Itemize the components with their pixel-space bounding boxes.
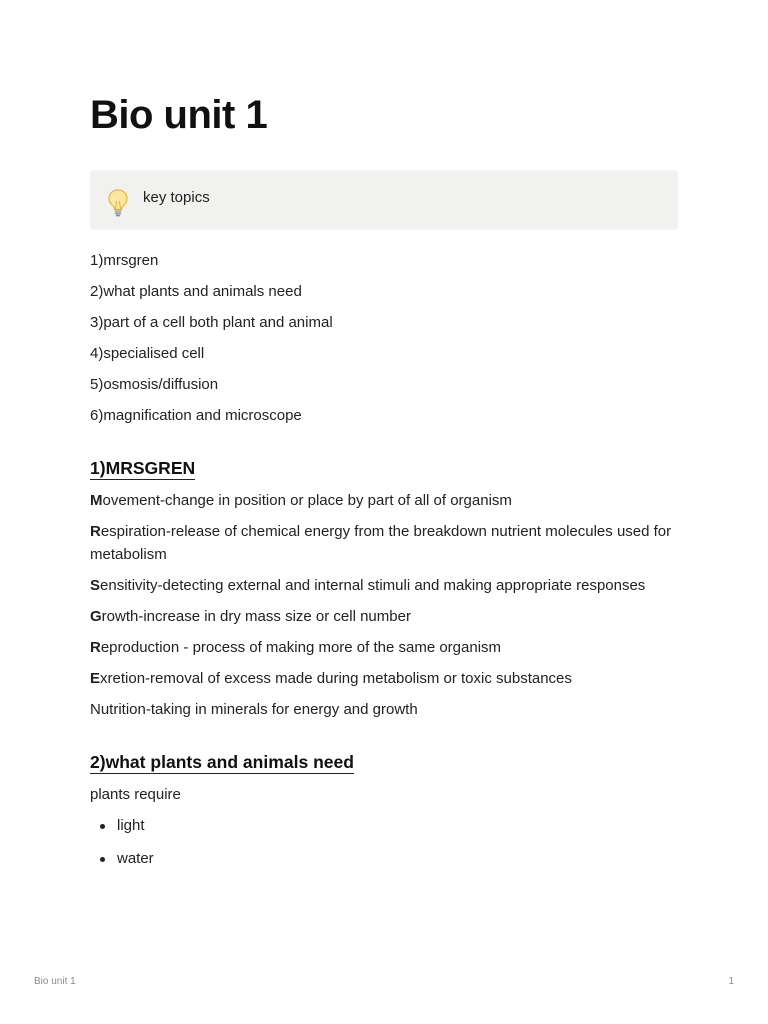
definition-text: ovement-change in position or place by part of all of organism xyxy=(102,492,512,509)
topic-item: 3)part of a cell both plant and animal xyxy=(90,314,333,331)
plants-needs-list xyxy=(90,814,680,870)
definition-initial: E xyxy=(90,670,101,687)
plants-require-text: plants require xyxy=(90,786,181,803)
topic-item: 5)osmosis/diffusion xyxy=(90,376,219,393)
definition-line xyxy=(90,636,680,659)
key-topics-callout xyxy=(90,170,678,230)
list-item-text: water xyxy=(117,850,154,867)
definition-text: ensitivity-detecting external and internal stimuli and making appropriate responses xyxy=(100,577,646,594)
definition-text: rowth-increase in dry mass size or cell number xyxy=(101,608,411,625)
lightbulb-icon xyxy=(106,188,130,218)
definition-initial: R xyxy=(90,639,101,656)
topics-list xyxy=(90,249,680,427)
list-item-text: light xyxy=(117,817,145,834)
list-item xyxy=(90,814,680,837)
page-title: Bio unit 1 xyxy=(90,93,268,137)
definition-text: xretion-removal of excess made during metabolism or toxic substances xyxy=(100,670,572,687)
page-content xyxy=(90,249,680,880)
topic-item: 1)mrsgren xyxy=(90,252,159,269)
definition-text: espiration-release of chemical energy from the breakdown nutrient molecules used for metabolism xyxy=(90,523,672,563)
topic-item: 4)specialised cell xyxy=(90,345,205,362)
definition-initial: S xyxy=(90,577,101,594)
definition-text: eproduction - process of making more of the same organism xyxy=(100,639,502,656)
section-heading-mrsgren: 1)MRSGREN xyxy=(90,458,196,478)
definition-initial: R xyxy=(90,523,101,540)
footer-page-number: 1 xyxy=(728,976,734,987)
definition-line xyxy=(90,489,680,512)
topic-item: 6)magnification and microscope xyxy=(90,407,302,424)
callout-text: key topics xyxy=(143,189,210,206)
nutrition-line: Nutrition-taking in minerals for energy and growth xyxy=(90,701,418,718)
list-item xyxy=(90,847,680,870)
definition-initial: M xyxy=(90,492,103,509)
definition-line xyxy=(90,574,680,597)
definition-line xyxy=(90,520,680,566)
definition-initial: G xyxy=(90,608,102,625)
definition-line xyxy=(90,667,680,690)
bullet-icon xyxy=(100,824,105,829)
definition-line xyxy=(90,605,680,628)
footer-document-title: Bio unit 1 xyxy=(34,976,76,987)
bullet-icon xyxy=(100,857,105,862)
topic-item: 2)what plants and animals need xyxy=(90,283,302,300)
section-heading-plants-animals: 2)what plants and animals need xyxy=(90,752,355,772)
